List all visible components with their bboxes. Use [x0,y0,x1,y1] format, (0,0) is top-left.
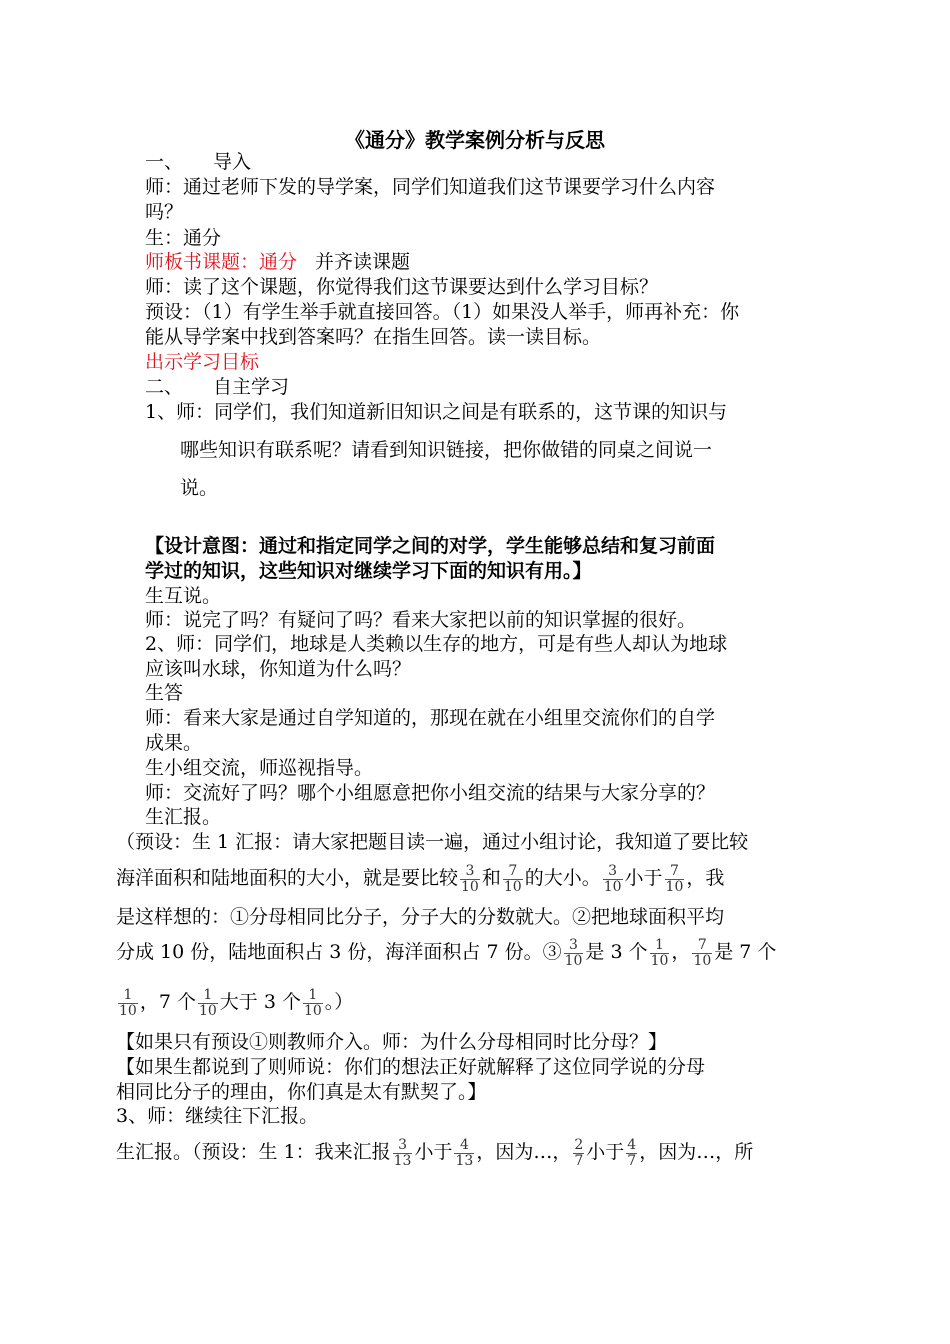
text-line: 生：通分 [145,227,222,249]
fraction: $\frac{1}{10}$ [650,936,669,969]
text-line: 是这样想的：①分母相同比分子，分子大的分数就大。②把地球面积平均 [116,906,725,928]
fraction: $\frac{2}{7}$ [574,1136,584,1169]
text-line: 哪些知识有联系呢？请看到知识链接，把你做错的同桌之间说一 [180,439,713,461]
section-number: 二、 [145,376,184,398]
text-line: 生汇报。 [145,806,222,828]
fraction: $\frac{1}{10}$ [119,986,137,1019]
text-line: 生汇报。（预设：生 1：我来汇报 $\frac{3}{13}$ 小于 $\frac{4}{13}$ ，因为…， $\frac{2}{7}$ 小于 $\frac{4}{7}$ ，因为…，所 [116,1136,754,1169]
text-line: 生答 [145,682,184,704]
text-line: 2、师：同学们，地球是人类赖以生存的地方，可是有些人却认为地球 [145,633,728,655]
design-intent: 【设计意图：通过和指定同学之间的对学，学生能够总结和复习前面 [145,535,716,557]
text-line: 3、师：继续往下汇报。 [116,1105,319,1127]
text-line: $\frac{1}{10}$ ，7 个 $\frac{1}{10}$ 大于 3 个 $\frac{1}{10}$ 。） [119,986,354,1019]
text-line: 1、师：同学们，我们知道新旧知识之间是有联系的，这节课的知识与 [145,401,728,423]
text-line: 【如果生都说到了则师说：你们的想法正好就解释了这位同学说的分母 [116,1056,706,1078]
read-aloud-note: 并齐读课题 [315,251,411,273]
text-line: 师：交流好了吗？哪个小组愿意把你小组交流的结果与大家分享的？ [145,782,716,804]
show-goals-note: 出示学习目标 [145,351,260,373]
section-label: 自主学习 [213,376,290,398]
fraction: $\frac{3}{10}$ [564,936,583,969]
text-line: 师：说完了吗？有疑问了吗？看来大家把以前的知识掌握的很好。 [145,609,697,631]
text-line [145,250,815,275]
page-title: 《通分》教学案例分析与反思 [345,128,605,152]
text-line: 分成 10 份，陆地面积占 3 份，海洋面积占 7 份。③ $\frac{3}{10}$ 是 3 个 $\frac{1}{10}$ ， $\frac{7}{10}$ 是 7 个 [116,936,777,969]
text-line: 预设：（1）有学生举手就直接回答。（1）如果没人举手，师再补充：你 [145,301,740,323]
text-line: 师：读了这个课题，你觉得我们这节课要达到什么学习目标？ [145,276,659,298]
fraction: $\frac{7}{10}$ [665,862,684,895]
text-line: 能从导学案中找到答案吗？在指生回答。读一读目标。 [145,326,602,348]
fraction: $\frac{7}{10}$ [503,862,522,895]
fraction: $\frac{3}{10}$ [461,862,479,895]
text-line: 师：看来大家是通过自学知道的，那现在就在小组里交流你们的自学 [145,707,716,729]
section-heading-intro [145,150,815,175]
text-line: 【如果只有预设①则教师介入。师：为什么分母相同时比分母？】 [116,1031,668,1053]
text-line: 应该叫水球，你知道为什么吗？ [145,658,412,680]
text-line: 生互说。 [145,585,222,607]
fraction: $\frac{4}{13}$ [455,1136,474,1169]
fraction: $\frac{3}{13}$ [393,1136,412,1169]
section-heading-self-study [145,375,815,400]
text-line: 海洋面积和陆地面积的大小，就是要比较 $\frac{3}{10}$ 和 $\frac{7}{10}$ 的大小。 $\frac{3}{10}$ 小于 $\frac{7}{10}$ ，我 [116,862,725,895]
text-line: 相同比分子的理由，你们真是太有默契了。】 [116,1081,487,1103]
fraction: $\frac{1}{10}$ [303,986,322,1019]
section-label: 导入 [213,151,252,173]
text-line: 师：通过老师下发的导学案，同学们知道我们这节课要学习什么内容 [145,176,716,198]
design-intent: 学过的知识，这些知识对继续学习下面的知识有用。】 [145,560,592,582]
fraction: $\frac{7}{10}$ [693,936,712,969]
text-line: 成果。 [145,732,203,754]
fraction: $\frac{3}{10}$ [603,862,622,895]
section-number: 一、 [145,151,184,173]
text-line: 吗？ [145,201,184,223]
text-line: 生小组交流，师巡视指导。 [145,757,374,779]
fraction: $\frac{1}{10}$ [198,986,217,1019]
text-line: （预设：生 1 汇报：请大家把题目读一遍，通过小组讨论，我知道了要比较 [116,831,749,853]
text-line: 说。 [180,477,219,499]
board-title-note: 师板书课题：通分 [145,251,298,273]
fraction: $\frac{4}{7}$ [627,1136,637,1169]
